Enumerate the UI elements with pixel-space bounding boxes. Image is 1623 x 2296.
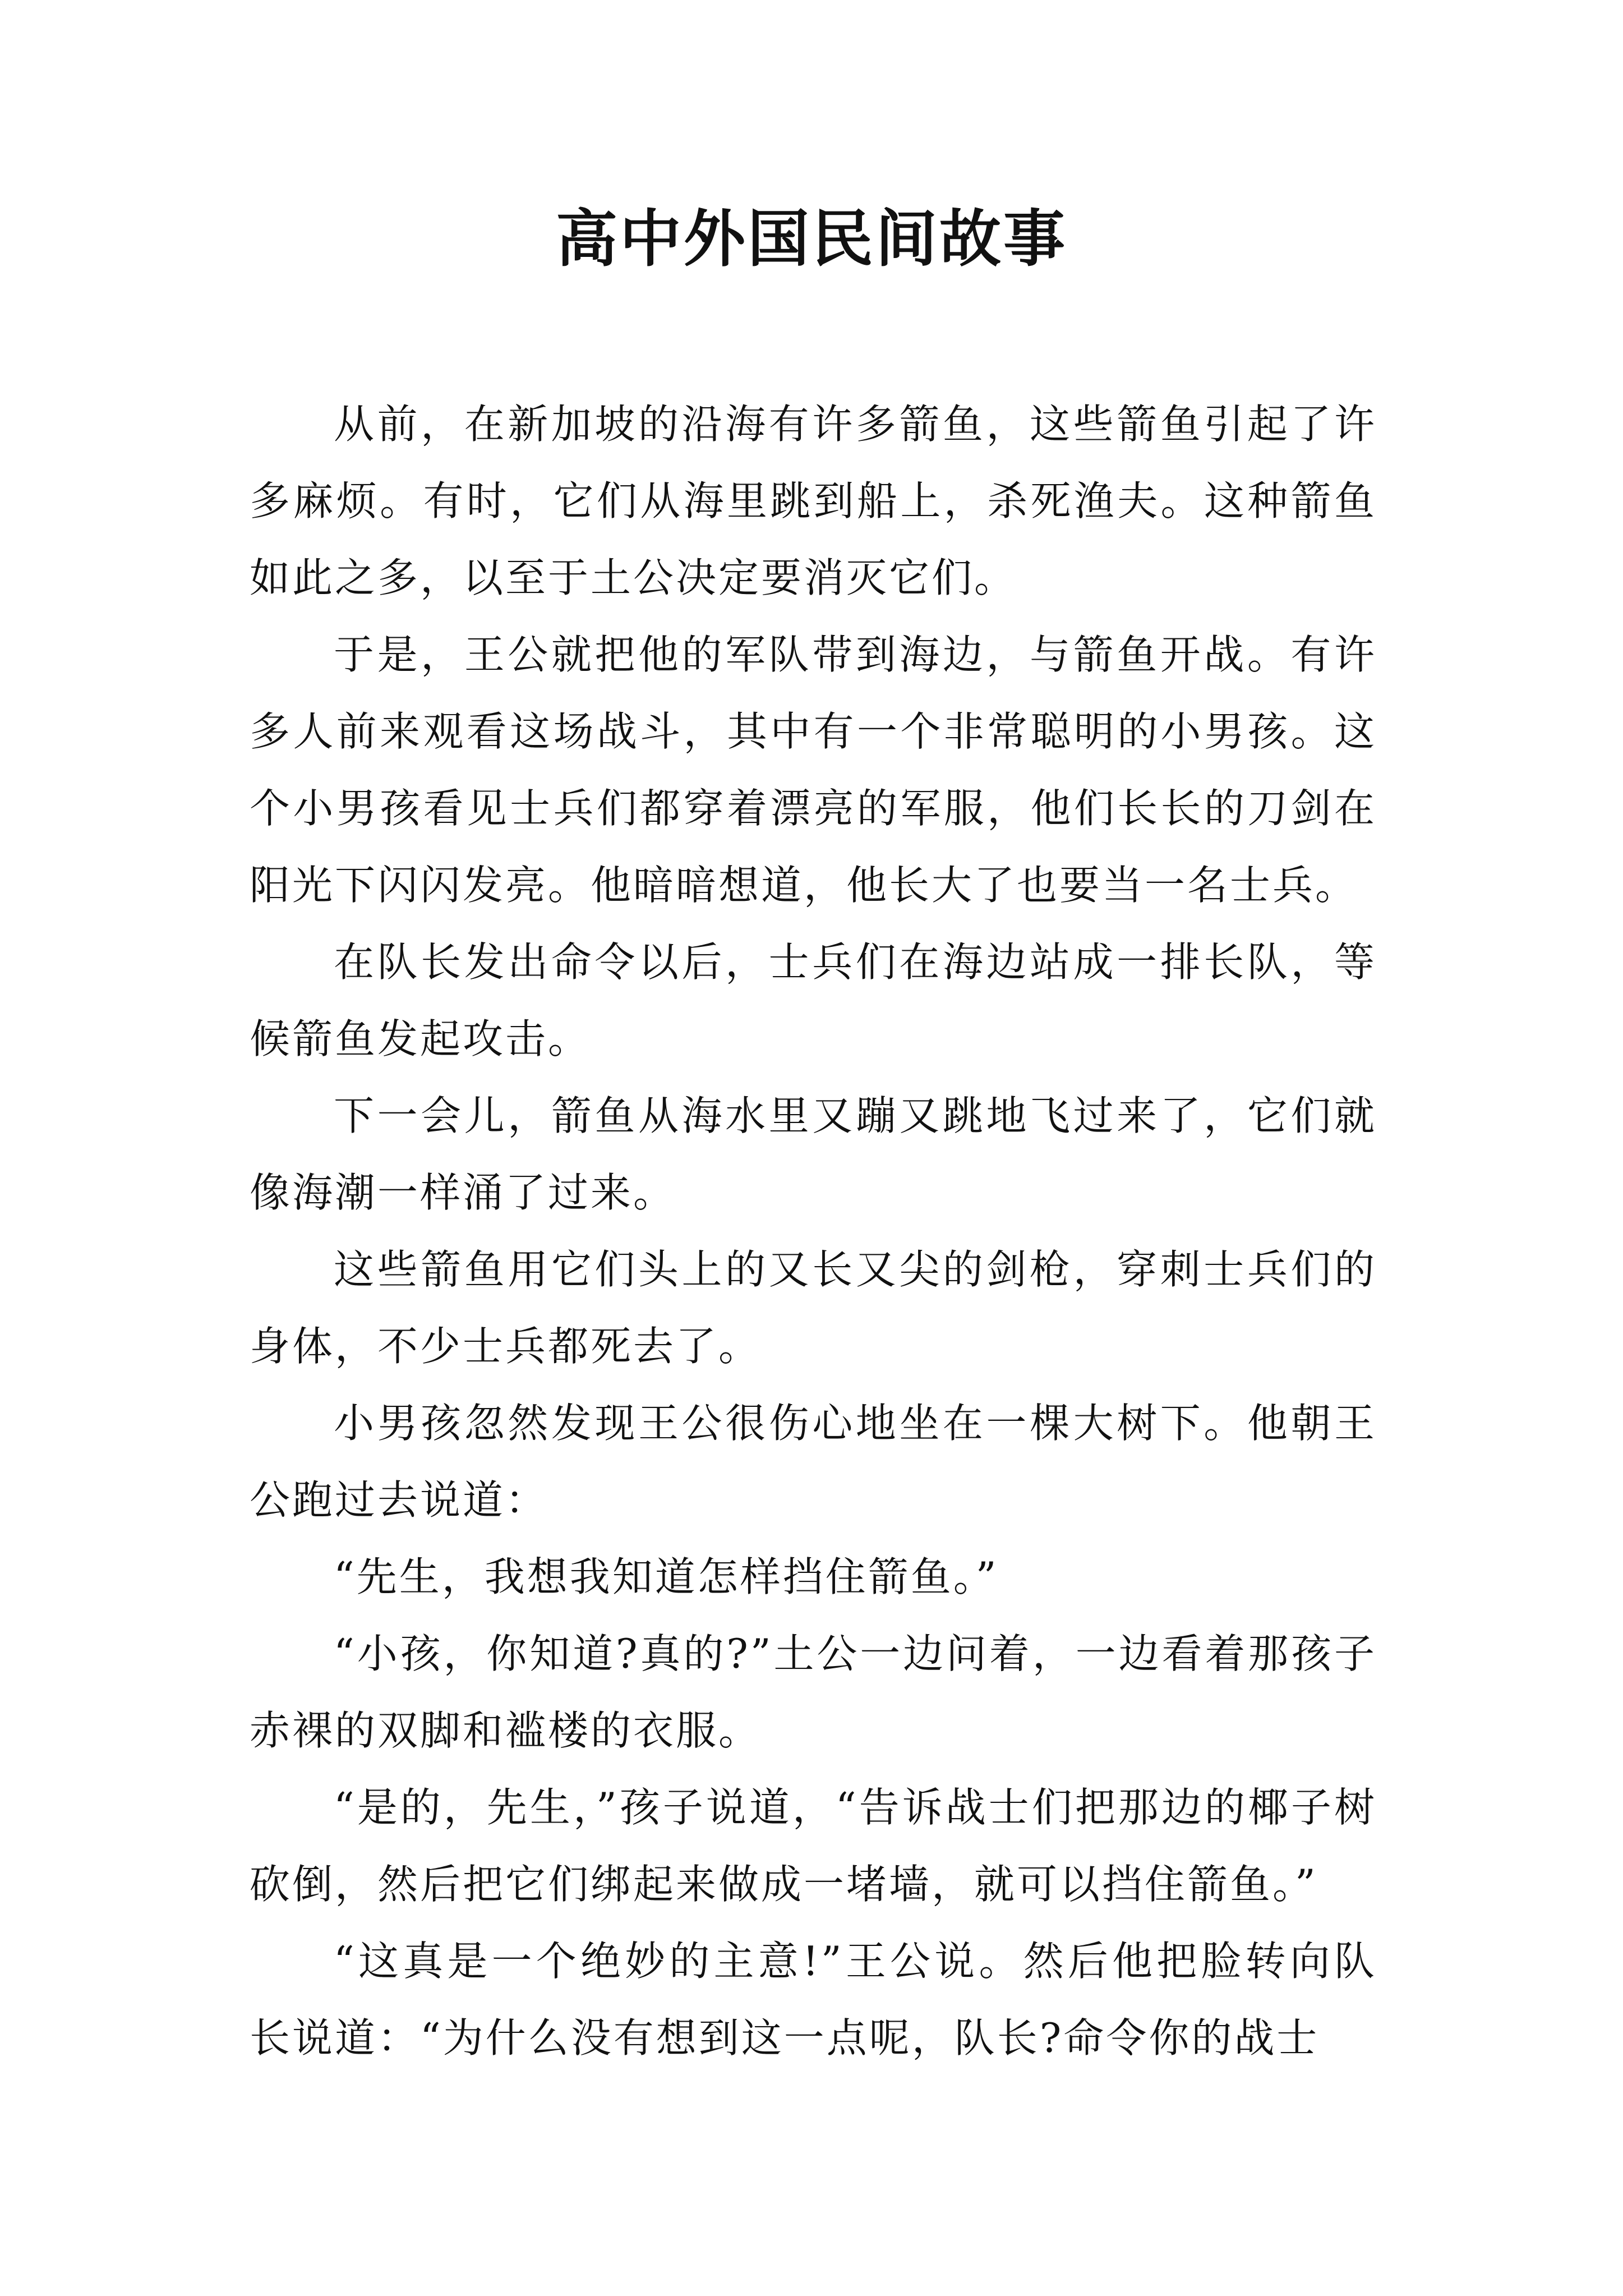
- paragraph-10: “这真是一个绝妙的主意!”王公说。然后他把脸转向队长说道：“为什么没有想到这一点呢，队长?命令你的战士: [250, 1938, 1377, 2062]
- paragraph-5: 这些箭鱼用它们头上的又长又尖的剑枪，穿刺士兵们的身体，不少士兵都死去了。: [250, 1246, 1377, 1370]
- paragraph-7: “先生，我想我知道怎样挡住箭鱼。”: [334, 1553, 999, 1600]
- document-title: 高中外国民间故事: [556, 203, 1067, 275]
- document-body: [250, 386, 1377, 2077]
- paragraph-2: 于是，王公就把他的军队带到海边，与箭鱼开战。有许多人前来观看这场战斗，其中有一个非常聪明的小男孩。这个小男孩看见士兵们都穿着漂亮的军服，他们长长的刀剑在阳光下闪闪发亮。他暗暗想道，他长大了也要当一名士兵。: [250, 631, 1377, 909]
- paragraph-9: “是的，先生，”孩子说道，“告诉战士们把那边的椰子树砍倒，然后把它们绑起来做成一堵墙，就可以挡住箭鱼。”: [250, 1784, 1377, 1908]
- paragraph-3: 在队长发出命令以后，士兵们在海边站成一排长队，等候箭鱼发起攻击。: [250, 938, 1377, 1062]
- paragraph-8: “小孩，你知道?真的?”土公一边问着，一边看着那孩子赤裸的双脚和褴楼的衣服。: [250, 1630, 1377, 1754]
- paragraph-6: 小男孩忽然发现王公很伤心地坐在一棵大树下。他朝王公跑过去说道：: [250, 1400, 1377, 1524]
- paragraph-4: 下一会儿，箭鱼从海水里又蹦又跳地飞过来了，它们就像海潮一样涌了过来。: [250, 1092, 1377, 1216]
- paragraph-1: 从前，在新加坡的沿海有许多箭鱼，这些箭鱼引起了许多麻烦。有时，它们从海里跳到船上，杀死渔夫。这种箭鱼如此之多，以至于土公决定要消灭它们。: [250, 401, 1377, 601]
